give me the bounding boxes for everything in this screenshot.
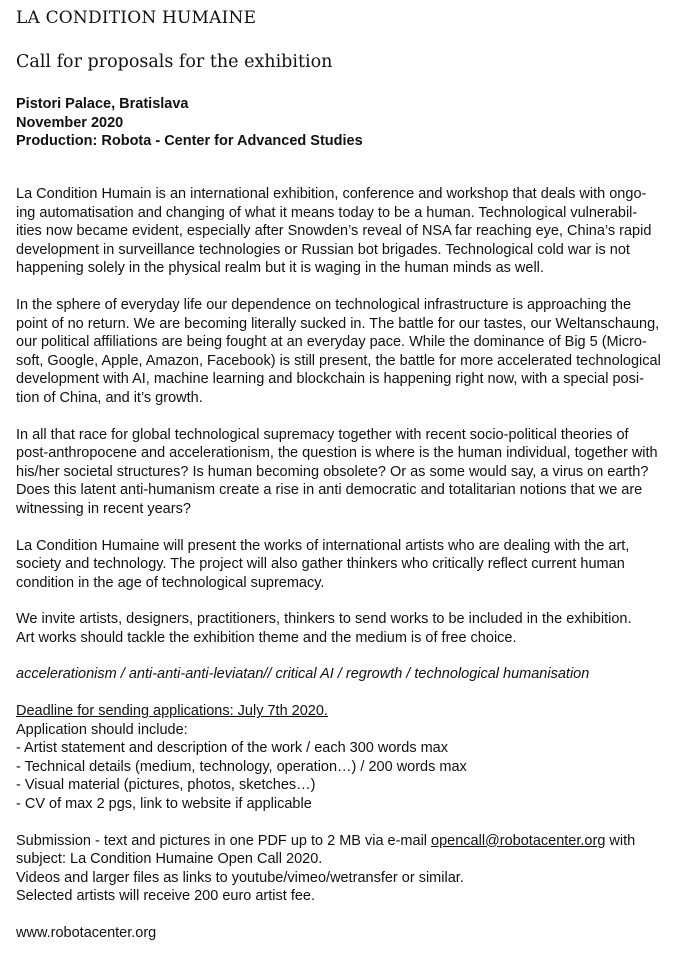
venue: Pistori Palace, Bratislava — [16, 96, 189, 112]
requirement-item: - Visual material (pictures, photos, sketches…) — [16, 777, 316, 794]
text-line: In all that race for global technological supremacy together with recent socio-political theories of — [16, 426, 629, 443]
text-line: We invite artists, designers, practitioners, thinkers to send works to be included in the exhibition. — [16, 611, 632, 628]
document-subtitle: Call for proposals for the exhibition — [16, 52, 333, 72]
text-line: development with AI, machine learning and blockchain is happening right now, with a special posi- — [16, 371, 644, 388]
text-line: our political affiliations are being fought at an everyday pace. While the dominance of Big 5 (Micro- — [16, 334, 647, 351]
text-line: ities now became evident, especially after Snowden’s reveal of NSA far reaching eye, China’s rapid — [16, 223, 652, 240]
text-line: In the sphere of everyday life our dependence on technological infrastructure is approaching the — [16, 296, 632, 313]
text-line: point of no return. We are becoming literally sucked in. The battle for our tastes, our Weltanschaung, — [16, 315, 660, 332]
application-requirements — [16, 702, 684, 814]
event-meta — [16, 95, 363, 151]
paragraph-everyday-life — [16, 296, 684, 408]
paragraph-supremacy — [16, 426, 684, 519]
document-title: LA CONDITION HUMAINE — [16, 8, 257, 28]
text-line: ing automatisation and changing of what it means today to be a human. Technological vulnerabil- — [16, 204, 638, 221]
text-line: La Condition Humaine will present the works of international artists who are dealing with the art, — [16, 537, 630, 554]
requirements-intro: Application should include: — [16, 721, 188, 738]
text-line: La Condition Humain is an international exhibition, conference and workshop that deals with ongo- — [16, 186, 647, 202]
submission-line — [16, 832, 684, 851]
text-line: tion of China, and it’s growth. — [16, 389, 203, 406]
requirement-item: - Technical details (medium, technology, operation…) / 200 words max — [16, 758, 467, 775]
event-date: November 2020 — [16, 114, 124, 131]
text-line: his/her societal structures? Is human becoming obsolete? Or as some would say, a virus on earth? — [16, 463, 649, 480]
email-link[interactable]: opencall@robotacenter.org — [431, 832, 606, 849]
website-link[interactable]: www.robotacenter.org — [16, 925, 157, 941]
requirement-item: - Artist statement and description of the work / each 300 words max — [16, 740, 448, 757]
production-credit: Production: Robota - Center for Advanced Studies — [16, 133, 363, 149]
paragraph-invitation — [16, 610, 684, 647]
requirement-item: - CV of max 2 pgs, link to website if applicable — [16, 796, 312, 813]
submission-subject: subject: La Condition Humaine Open Call 2020. — [16, 851, 323, 868]
submission-fee: Selected artists will receive 200 euro artist fee. — [16, 888, 315, 905]
text-line: Art works should tackle the exhibition theme and the medium is of free choice. — [16, 629, 517, 646]
text-line: development in surveillance technologies or Russian bot brigades. Technological cold war is not — [16, 241, 630, 258]
text-line: witnessing in recent years? — [16, 500, 191, 517]
document-body — [16, 185, 684, 961]
deadline-notice: Deadline for sending applications: July 7th 2020. — [16, 703, 328, 720]
text-line: condition in the age of technological supremacy. — [16, 574, 325, 591]
paragraph-project — [16, 537, 684, 593]
text-line: soft, Google, Apple, Amazon, Facebook) is still present, the battle for more accelerated technological — [16, 352, 661, 369]
submission-instructions — [16, 832, 684, 906]
submission-text: Submission - text and pictures in one PDF up to 2 MB via e-mail — [16, 832, 432, 849]
submission-text-suffix: with — [605, 832, 636, 849]
text-line: society and technology. The project will also gather thinkers who critically reflect current human — [16, 556, 625, 573]
paragraph-intro — [16, 185, 684, 278]
text-line: Does this latent anti-humanism create a rise in anti democratic and totalitarian notions that we are — [16, 482, 643, 499]
text-line: post-anthropocene and accelerationism, the question is where is the human individual, together with — [16, 445, 658, 462]
text-line: happening solely in the physical realm but it is waging in the human minds as well. — [16, 260, 544, 277]
keywords-line: accelerationism / anti-anti-anti-leviatan// critical AI / regrowth / technological humanisation — [16, 666, 590, 683]
submission-videos: Videos and larger files as links to youtube/vimeo/wetransfer or similar. — [16, 869, 464, 886]
